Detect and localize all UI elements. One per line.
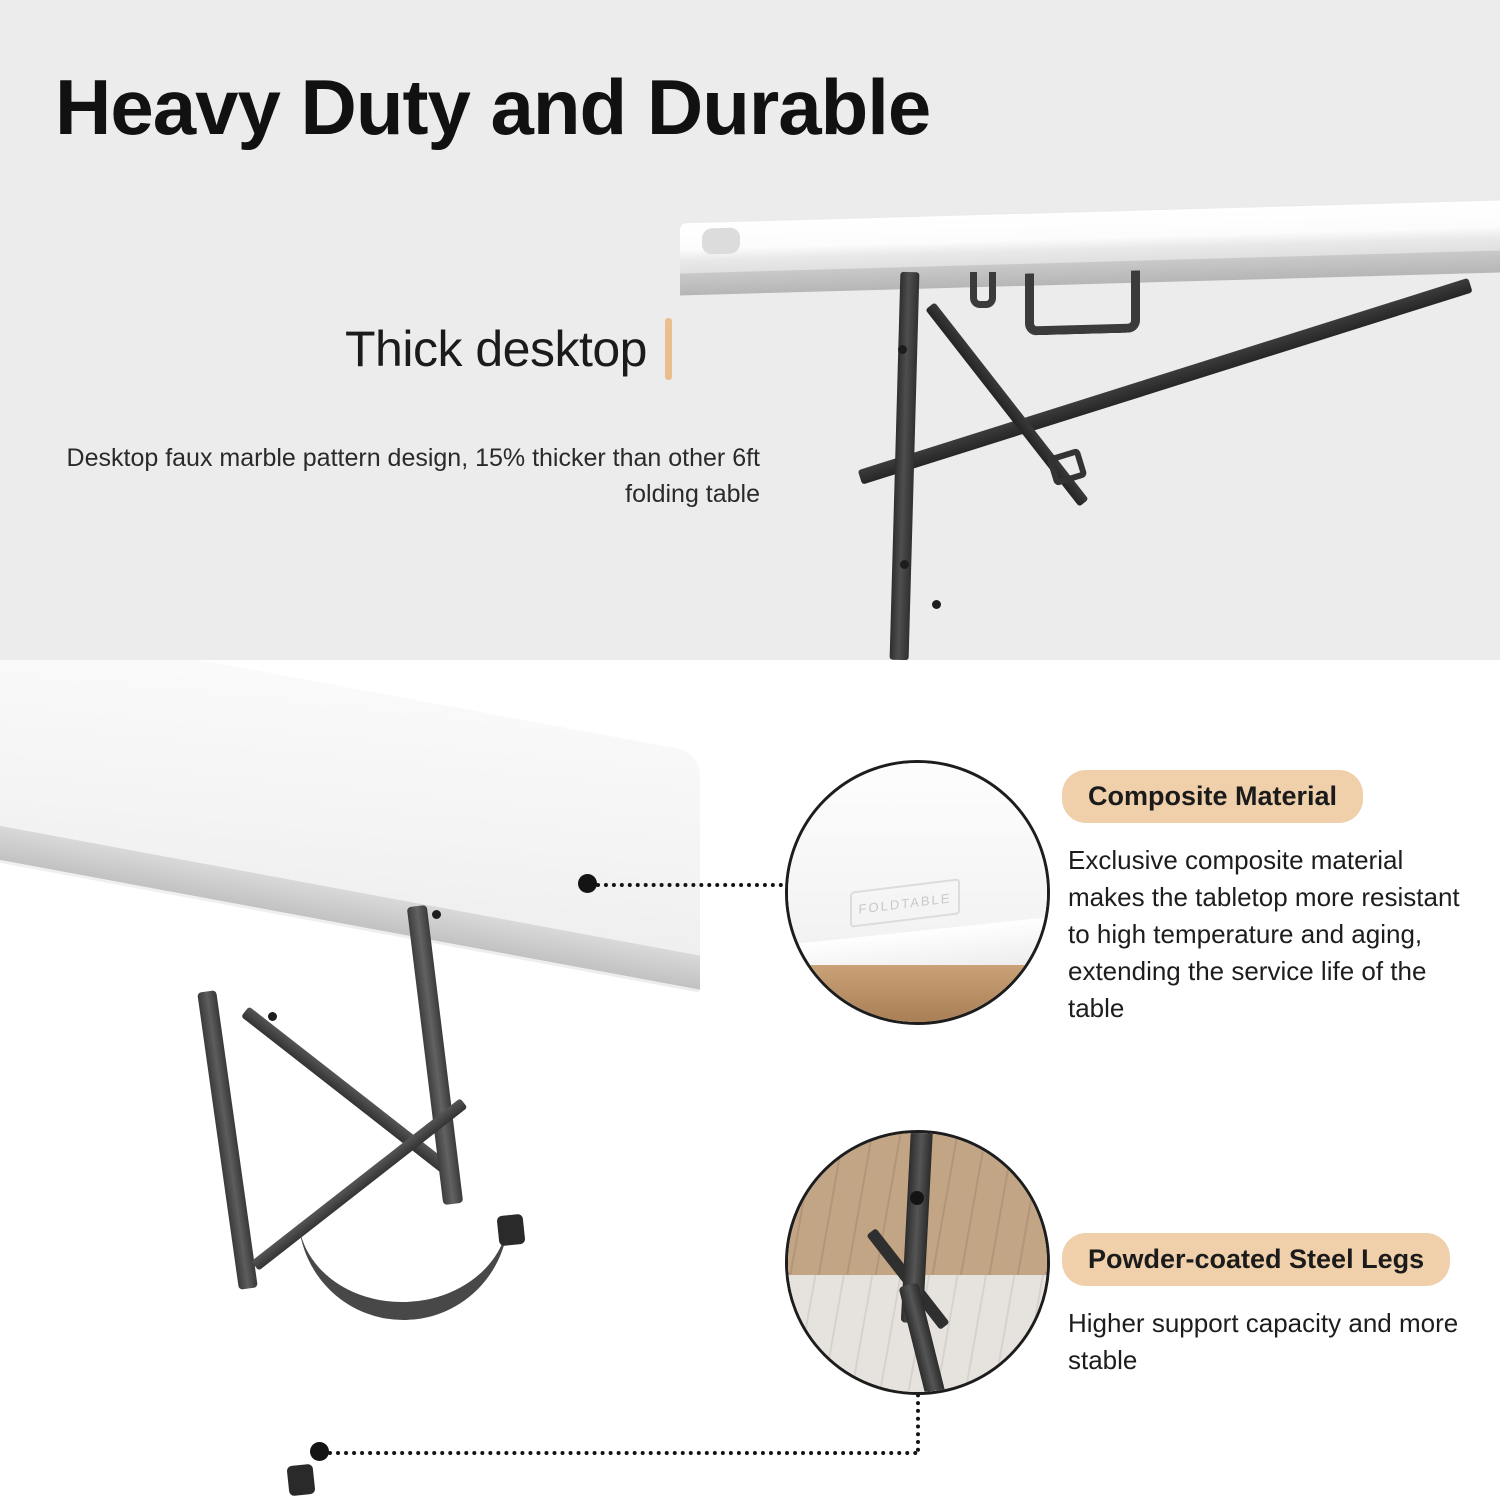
- detail-circle-composite-material: [785, 760, 1050, 1025]
- table-photo-main: [0, 660, 720, 1500]
- feature-badge-composite-material: Composite Material: [1062, 770, 1363, 823]
- main-leg-foot-cap: [287, 1464, 316, 1497]
- bottom-panel: [0, 660, 1500, 1500]
- feature-badge-steel-legs: Powder-coated Steel Legs: [1062, 1233, 1450, 1286]
- bolt-icon: [900, 560, 909, 569]
- detail-circle-steel-legs: [785, 1130, 1050, 1395]
- detail-floor-gap: [788, 965, 1047, 1022]
- callout-anchor-dot-bottom: [310, 1442, 329, 1461]
- accent-bar: [665, 318, 672, 380]
- page-title: Heavy Duty and Durable: [55, 63, 931, 151]
- latch-hook-icon: [970, 272, 996, 308]
- callout-anchor-dot-top: [578, 874, 597, 893]
- callout-connector-bottom: [328, 1451, 918, 1455]
- feature-text-steel-legs: Higher support capacity and more stable: [1068, 1308, 1459, 1375]
- subhead-title: Thick desktop: [345, 321, 647, 377]
- top-panel: [0, 0, 1500, 660]
- embossed-brand-label: FOLDTABLE: [850, 878, 960, 928]
- bolt-icon: [932, 600, 941, 609]
- bolt-icon: [432, 910, 441, 919]
- bolt-icon: [898, 345, 907, 354]
- tabletop-notch: [702, 227, 740, 254]
- table-leg-diagonal: [858, 278, 1473, 485]
- bolt-icon: [268, 1012, 277, 1021]
- carry-handle: [1025, 270, 1140, 335]
- top-description: Desktop faux marble pattern design, 15% thicker than other 6ft folding table: [66, 444, 760, 509]
- main-leg-foot-curve: [298, 1196, 512, 1323]
- bolt-icon: [910, 1191, 924, 1205]
- feature-text-composite-material: Exclusive composite material makes the tabletop more resistant to high temperature and aging, extending the service life of the table: [1068, 845, 1460, 1023]
- callout-connector-top: [596, 883, 791, 887]
- subhead-group: [345, 318, 672, 380]
- main-leg-foot-cap: [497, 1214, 526, 1247]
- main-leg-rear: [197, 990, 258, 1290]
